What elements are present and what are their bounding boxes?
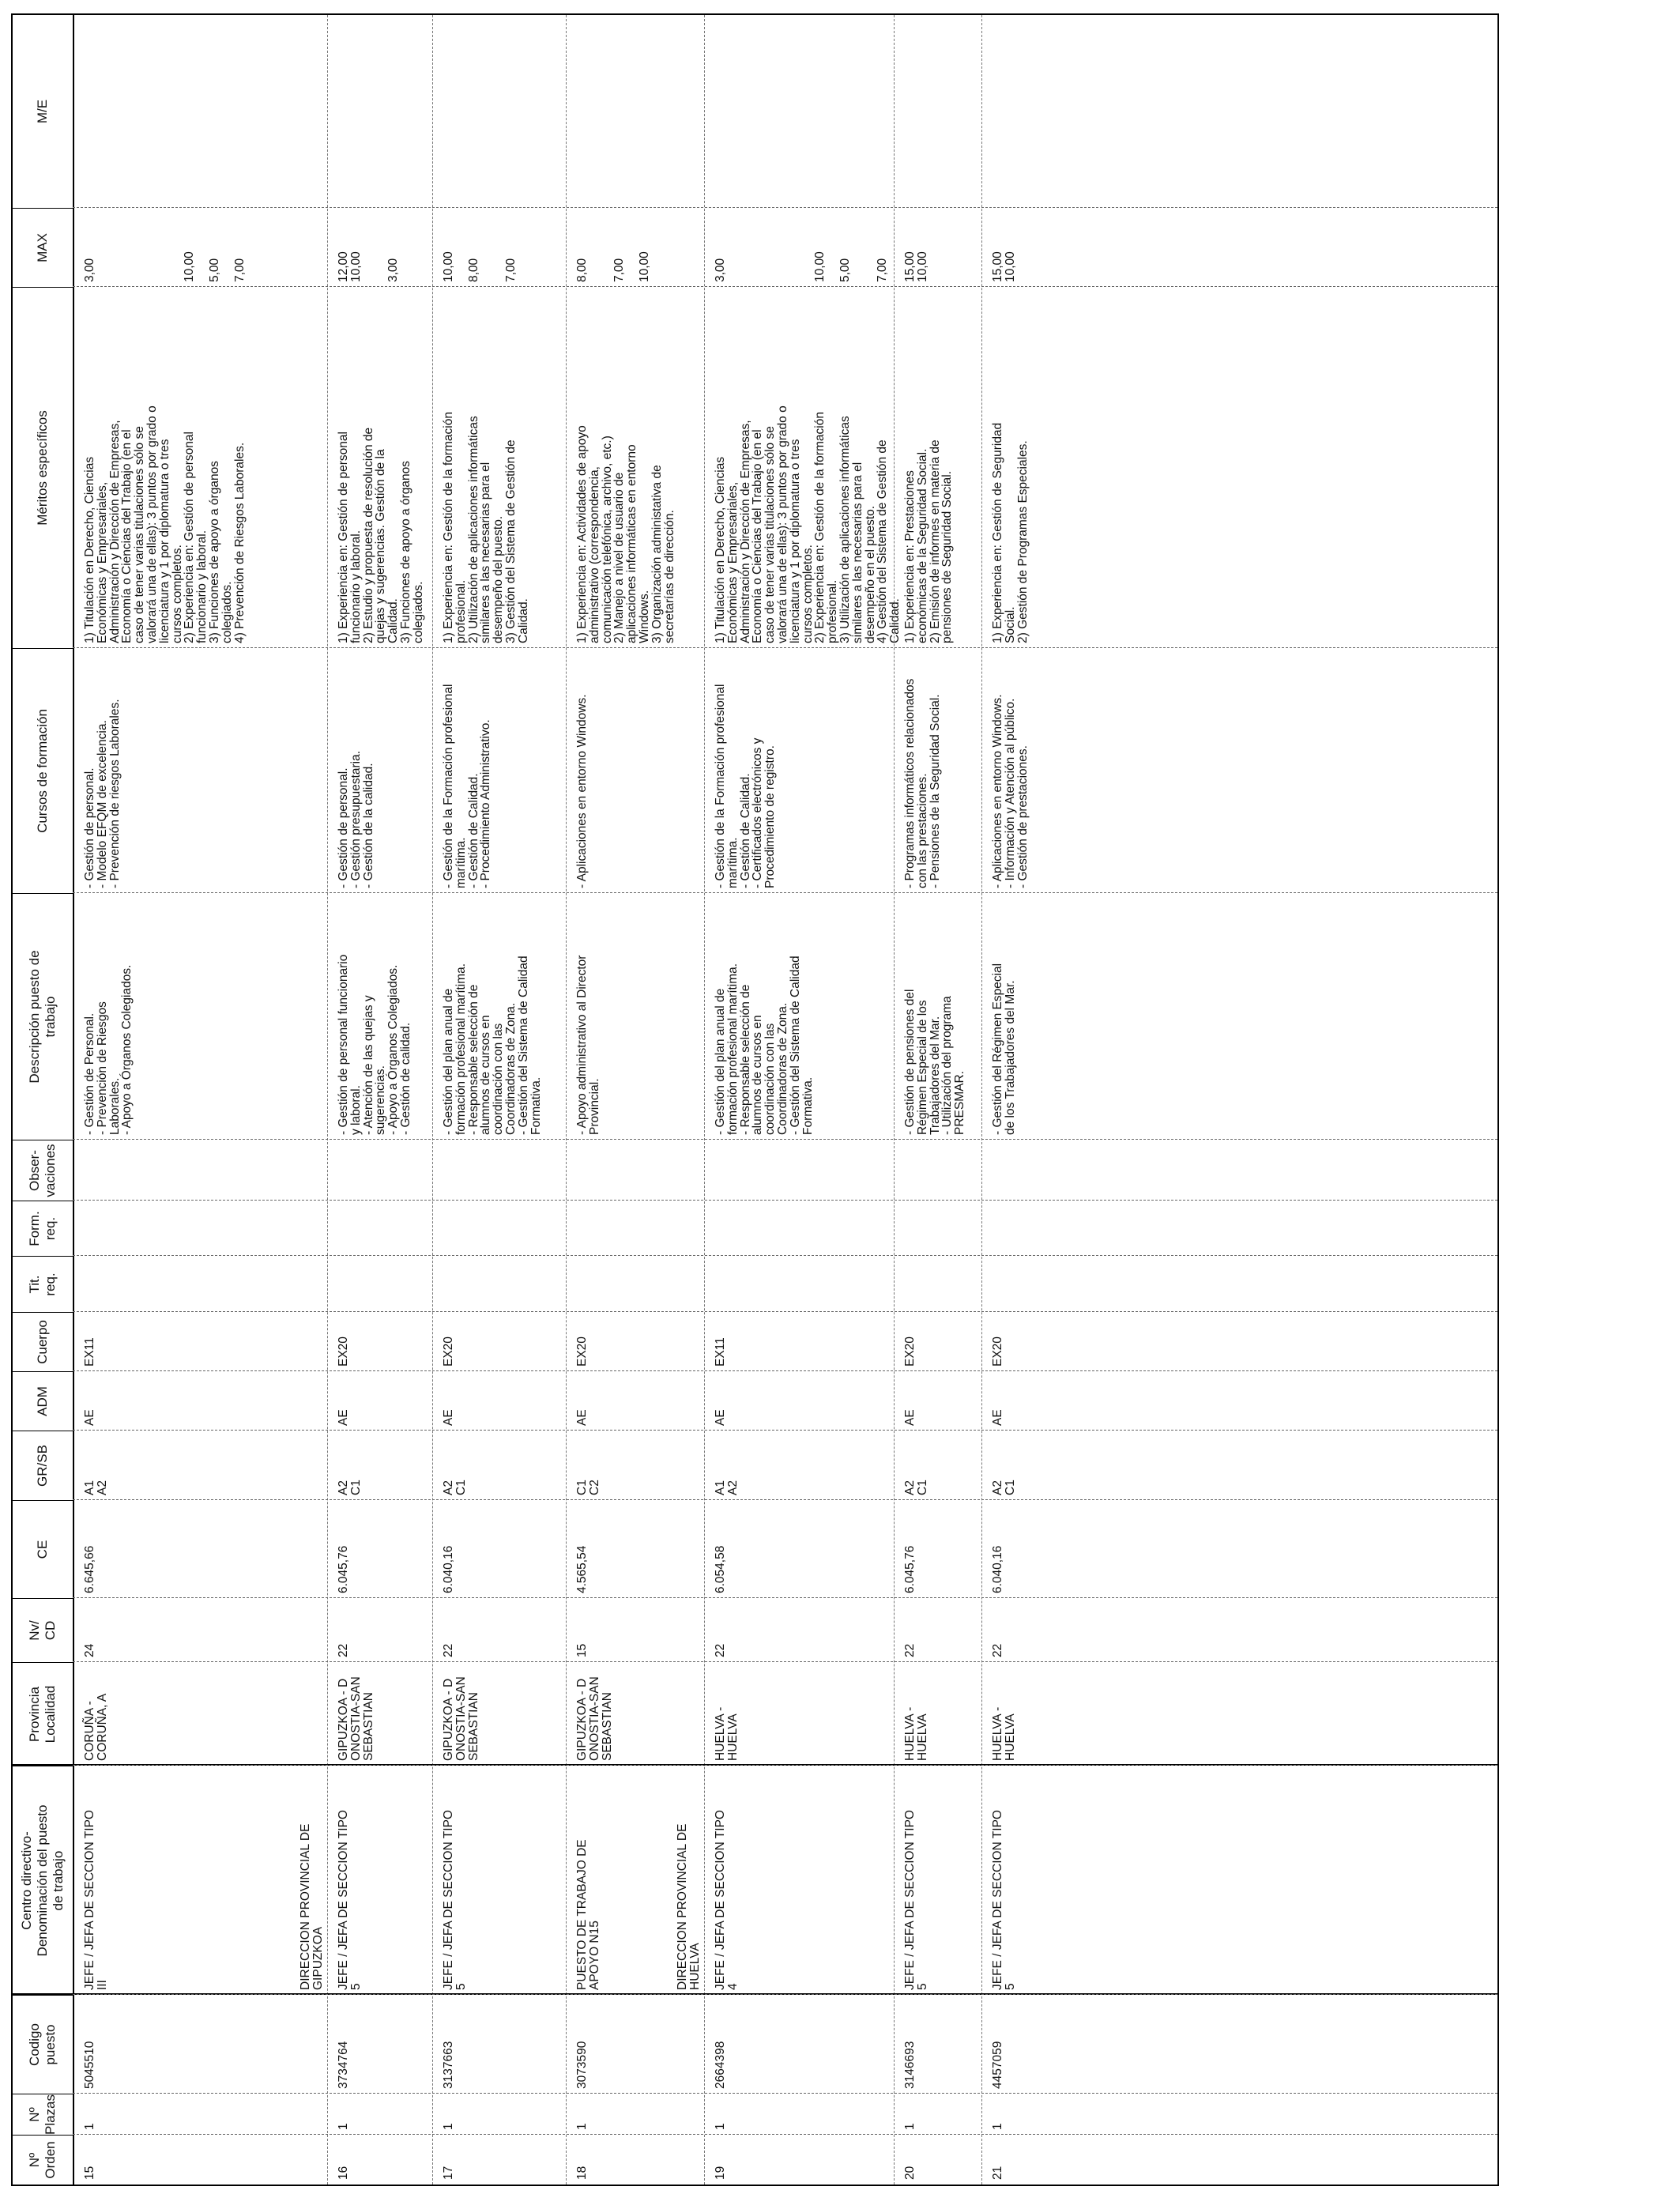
cell-meritos: 1) Experiencia en: Gestión de Seguridad Social. 2) Gestión de Programas Especiales. <box>991 422 1030 643</box>
cell-plazas: 1 <box>83 2123 96 2130</box>
max-value <box>727 211 740 282</box>
cell-meritos: 1) Experiencia en: Gestión de la formación profesional. 2) Utilización de aplicaciones informáticas similares a las necesarias para el desempeño del puesto. 3) Gestión del Sistema de Gestión de Calidad. <box>442 412 530 643</box>
col-header-cursos: Cursos de formación <box>13 648 73 893</box>
cell-max <box>576 211 651 282</box>
column-separator <box>73 286 1497 287</box>
cell-codigo: 5045510 <box>83 2041 96 2089</box>
table-row <box>981 15 1100 2185</box>
cell-grupo: C1 C2 <box>575 1480 601 1495</box>
cell-provincia: HUELVA - HUELVA <box>714 1706 740 1761</box>
cell-cursos: - Programas informáticos relacionados con las prestaciones. - Pensiones de la Seguridad Social. <box>903 678 942 888</box>
cell-cuerpo: EX11 <box>714 1337 727 1367</box>
max-value <box>740 211 752 282</box>
column-separator <box>73 207 1497 208</box>
column-separator <box>73 2093 1497 2094</box>
cell-adm: AE <box>337 1409 350 1426</box>
col-header-plazas: Nº Plazas <box>13 2094 73 2135</box>
cell-meritos: 1) Titulación en Derecho, Ciencias Económicas y Empresariales, Administración y Dirección de Empresas, Economía o Ciencias del Trabajo (en el caso de tener varias titulaciones sólo se valorará una de ellas): 3 puntos por grado o licenciatura y 1 por diplomatura o tres cursos completos. 2) Experiencia en: Gestión de la formación profesional. 3) Utilización de aplicaciones informáticas similares a las necesarias para el desempeño en el puesto. 4) Gestión del Sistema de Gestión de Calidad. <box>714 405 902 643</box>
cell-ce: 6.040,16 <box>442 1545 455 1593</box>
col-header-max: MAX <box>13 208 73 287</box>
cell-adm: AE <box>714 1409 727 1426</box>
col-header-grupo: GR/SB <box>13 1431 73 1500</box>
cell-ce: 6.645,66 <box>83 1545 96 1593</box>
max-value <box>827 211 839 282</box>
cell-plazas: 1 <box>575 2123 589 2130</box>
col-header-meritos: Méritos específicos <box>13 287 73 648</box>
table-row <box>676 15 902 2185</box>
cell-adm: AE <box>442 1409 455 1426</box>
col-header-tit: Tit. req. <box>13 1256 73 1312</box>
cell-provincia: CORUÑA - CORUÑA, A <box>83 1693 109 1761</box>
max-value <box>109 211 122 282</box>
cell-ce: 6.045,76 <box>337 1545 350 1593</box>
max-value: 12,00 <box>337 251 350 282</box>
cell-codigo: 3137663 <box>442 2041 455 2089</box>
cell-adm: AE <box>575 1409 589 1426</box>
cell-descripcion: - Gestión de personal funcionario y laboral. - Atención de las quejas y sugerencias. - Apoyo a Órganos Colegiados. - Gestión de calidad. <box>337 954 412 1135</box>
max-value: 8,00 <box>575 258 589 282</box>
max-value <box>134 211 146 282</box>
max-value <box>864 211 877 282</box>
max-value <box>601 211 614 282</box>
cell-cuerpo: EX20 <box>442 1336 455 1367</box>
cell-max <box>337 211 400 282</box>
column-separator <box>73 1370 1497 1371</box>
cell-cuerpo: EX20 <box>991 1336 1004 1367</box>
cell-grupo: A1 A2 <box>83 1480 109 1495</box>
col-header-centro: Centro directivo- Denominación del puesto de trabajo <box>13 1766 73 1995</box>
cell-descripcion: - Gestión del Régimen Especial de los Trabajadores del Mar. <box>991 963 1017 1135</box>
cell-plazas: 1 <box>337 2123 350 2130</box>
cell-ce: 4.565,54 <box>575 1545 589 1593</box>
max-value: 10,00 <box>813 251 827 282</box>
cell-plazas: 1 <box>714 2123 727 2130</box>
cell-codigo: 3734764 <box>337 2041 350 2089</box>
max-value <box>121 211 134 282</box>
cell-provincia: HUELVA - HUELVA <box>903 1706 929 1761</box>
cell-plazas: 1 <box>442 2123 455 2130</box>
puesto-denominacion: PUESTO DE TRABAJO DE APOYO N15 <box>575 1839 601 1990</box>
cell-codigo: 4457059 <box>991 2041 1004 2089</box>
cell-cuerpo: EX11 <box>83 1337 96 1367</box>
max-value <box>159 211 171 282</box>
col-header-codigo: Codigo puesto <box>13 1995 73 2094</box>
cell-grupo: A2 C1 <box>991 1480 1017 1495</box>
cell-ce: 6.054,58 <box>714 1545 727 1593</box>
cell-nivel: 22 <box>991 1643 1004 1657</box>
puesto-denominacion: JEFE / JEFA DE SECCION TIPO 5 <box>991 1810 1017 1990</box>
max-value <box>492 211 505 282</box>
table-row <box>432 15 566 2185</box>
column-separator <box>73 647 1497 648</box>
max-value <box>146 211 159 282</box>
col-header-cuerpo: Cuerpo <box>13 1312 73 1371</box>
cell-centro <box>992 1769 1017 1990</box>
max-value: 10,00 <box>1003 251 1017 282</box>
puesto-denominacion: JEFE / JEFA DE SECCION TIPO 5 <box>442 1810 468 1990</box>
cell-max <box>904 211 929 282</box>
cell-max <box>443 211 518 282</box>
cell-provincia: HUELVA - HUELVA <box>991 1706 1017 1761</box>
cell-meritos: 1) Experiencia en: Actividades de apoyo administrativo (correspondencia, comunicación telefónica, archivo, etc.) 2) Manejo a nivel de usuario de aplicaciones informáticas en entorno Windows. 3) Organización administativa de secretarías de dirección. <box>575 425 676 643</box>
cell-grupo: A2 C1 <box>442 1480 468 1495</box>
cell-adm: AE <box>83 1409 96 1426</box>
cell-cursos: - Aplicaciones en entorno Windows. - Información y Atención al público. - Gestión de prestaciones. <box>991 694 1030 888</box>
max-value: 5,00 <box>207 258 221 282</box>
cell-cuerpo: EX20 <box>903 1336 917 1367</box>
cell-cuerpo: EX20 <box>337 1336 350 1367</box>
direccion-provincial-heading: DIRECCION PROVINCIAL DE HUELVA <box>676 1823 703 1990</box>
column-separator <box>73 1661 1497 1662</box>
cell-meritos: 1) Titulación en Derecho, Ciencias Económicas y Empresariales, Administración y Dirección de Empresas, Economía o Ciencias del Trabajo (en el caso de tener varias titulaciones sólo se valorará una de ellas): 3 puntos por grado o licenciatura y 1 por diplomatura o tres cursos completos. 2) Experiencia en: Gestión de personal funcionario y laboral. 3) Funciones de apoyo a órganos colegiados. 4) Prevención de Riesgos Laborales. <box>83 405 247 643</box>
column-separator <box>73 1139 1497 1140</box>
max-value <box>589 211 601 282</box>
puesto-denominacion: JEFE / JEFA DE SECCION TIPO 5 <box>337 1810 363 1990</box>
column-separator <box>73 1311 1497 1312</box>
max-value <box>455 211 468 282</box>
column-separator <box>73 1200 1497 1201</box>
cell-centro <box>676 1769 740 1990</box>
col-header-nivel: Nv/ CD <box>13 1598 73 1662</box>
col-header-provincia: Provincia Localidad <box>13 1662 73 1766</box>
cell-ce: 6.040,16 <box>991 1545 1004 1593</box>
max-value <box>626 211 638 282</box>
cell-cursos: - Aplicaciones en entorno Windows. <box>575 694 589 888</box>
cell-orden: 19 <box>714 2166 727 2180</box>
cell-codigo: 2664398 <box>714 2041 727 2089</box>
max-value <box>171 211 184 282</box>
cell-orden: 15 <box>83 2166 96 2180</box>
cell-cursos: - Gestión de personal. - Gestión presupuestaria. - Gestión de la calidad. <box>337 750 375 888</box>
max-value: 3,00 <box>714 258 727 282</box>
max-value <box>751 211 764 282</box>
column-separator <box>73 2134 1497 2135</box>
col-header-observ: Obser- vaciones <box>13 1140 73 1201</box>
puesto-denominacion: JEFE / JEFA DE SECCION TIPO III <box>83 1810 109 1990</box>
max-value: 3,00 <box>83 258 96 282</box>
cell-ce: 6.045,76 <box>903 1545 917 1593</box>
cell-meritos: 1) Experiencia en: Gestión de personal funcionario y laboral. 2) Estudio y propuesta de resolución de quejas y sugerencias. Gestión de la Calidad. 3) Funciones de apoyo a órganos colegiados. <box>337 427 425 643</box>
cell-nivel: 24 <box>83 1643 96 1657</box>
max-value: 7,00 <box>612 258 627 282</box>
column-separator <box>73 892 1497 893</box>
cell-centro <box>443 1769 468 1990</box>
column-separator <box>73 1994 1497 1995</box>
cell-grupo: A2 C1 <box>903 1480 929 1495</box>
cell-codigo: 3146693 <box>903 2041 917 2089</box>
cell-nivel: 22 <box>714 1643 727 1657</box>
puesto-denominacion: JEFE / JEFA DE SECCION TIPO 4 <box>714 1810 740 1990</box>
max-value: 10,00 <box>348 251 363 282</box>
column-separator <box>73 1430 1497 1431</box>
cell-cursos: - Gestión de la Formación profesional marítima. - Gestión de Calidad. - Procedimiento Administrativo. <box>442 684 493 888</box>
max-value <box>777 211 789 282</box>
max-value: 7,00 <box>503 258 518 282</box>
cell-nivel: 22 <box>903 1643 917 1657</box>
cell-cursos: - Gestión de personal. - Modelo EFQM de excelencia. - Prevención de riesgos Laborales. <box>83 699 122 888</box>
cell-adm: AE <box>903 1409 917 1426</box>
max-value <box>375 211 387 282</box>
cell-descripcion: - Gestión de pensiones del Régimen Especial de los Trabajadores del Mar. - Utilización del programa PRESMAR. <box>903 989 967 1135</box>
max-value <box>764 211 777 282</box>
max-value: 15,00 <box>991 251 1004 282</box>
cell-provincia: GIPUZKOA - D ONOSTIA-SAN SEBASTIAN <box>337 1676 375 1761</box>
cell-cursos: - Gestión de la Formación profesional marítima. - Gestión de Calidad. - Certificados electrónicos y Procedimiento de registro. <box>714 684 778 888</box>
cell-nivel: 15 <box>575 1643 589 1657</box>
cell-plazas: 1 <box>991 2123 1004 2130</box>
max-value: 3,00 <box>386 258 401 282</box>
max-value <box>480 211 492 282</box>
cell-max <box>992 211 1017 282</box>
table-row <box>299 15 432 2185</box>
col-header-ce: CE <box>13 1500 73 1598</box>
max-value: 10,00 <box>183 251 197 282</box>
max-value: 7,00 <box>876 258 890 282</box>
cell-descripcion: - Gestión del plan anual de formación profesional marítima. - Responsable selección de alumnos de cursos en coordinación con las Coordinadoras de Zona. - Gestión del Sistema de Calidad Formativa. <box>442 956 543 1135</box>
puesto-denominacion: JEFE / JEFA DE SECCION TIPO 5 <box>903 1810 929 1990</box>
col-header-me: M/E <box>35 99 50 124</box>
cell-cuerpo: EX20 <box>575 1336 589 1367</box>
cell-codigo: 3073590 <box>575 2041 589 2089</box>
col-header-form: Form. req. <box>13 1201 73 1256</box>
max-value <box>96 211 109 282</box>
max-value <box>789 211 802 282</box>
cell-centro <box>84 1769 109 1990</box>
cell-max <box>714 211 889 282</box>
cell-descripcion: - Gestión de Personal. - Prevención de Riesgos Laborales. - Apoyo a Órganos Colegiados. <box>83 964 134 1135</box>
table <box>11 13 1499 2186</box>
col-header-descripcion: Descripción puesto de trabajo <box>13 893 73 1140</box>
cell-provincia: GIPUZKOA - D ONOSTIA-SAN SEBASTIAN <box>442 1676 480 1761</box>
cell-max <box>84 211 246 282</box>
max-value <box>196 211 209 282</box>
max-value: 15,00 <box>903 251 917 282</box>
cell-centro <box>576 1769 601 1990</box>
col-header-adm: ADM <box>13 1371 73 1431</box>
cell-plazas: 1 <box>903 2123 917 2130</box>
col-header-orden: Nº Orden <box>13 2135 73 2185</box>
max-value: 8,00 <box>466 258 480 282</box>
cell-adm: AE <box>991 1409 1004 1426</box>
column-separator <box>73 1597 1497 1598</box>
column-separator <box>73 1765 1497 1766</box>
max-value: 7,00 <box>232 258 247 282</box>
cell-nivel: 22 <box>337 1643 350 1657</box>
column-separator <box>73 1499 1497 1500</box>
cell-orden: 21 <box>991 2166 1004 2180</box>
max-value: 10,00 <box>442 251 455 282</box>
direccion-provincial-heading: DIRECCION PROVINCIAL DE GIPUZKOA <box>299 1823 326 1990</box>
max-value <box>802 211 815 282</box>
cell-grupo: A2 C1 <box>337 1480 363 1495</box>
max-value <box>852 211 864 282</box>
cell-provincia: GIPUZKOA - D ONOSTIA-SAN SEBASTIAN <box>575 1676 614 1761</box>
cell-orden: 16 <box>337 2166 350 2180</box>
cell-grupo: A1 A2 <box>714 1480 740 1495</box>
max-value: 10,00 <box>637 251 651 282</box>
max-value: 10,00 <box>915 251 929 282</box>
max-value <box>363 211 375 282</box>
table-row <box>74 15 327 2185</box>
max-value: 5,00 <box>838 258 852 282</box>
cell-orden: 18 <box>575 2166 589 2180</box>
cell-centro <box>299 1769 363 1990</box>
table-row <box>894 15 981 2185</box>
max-value <box>221 211 234 282</box>
cell-orden: 20 <box>903 2166 917 2180</box>
cell-orden: 17 <box>442 2166 455 2180</box>
cell-meritos: 1) Experiencia en: Prestaciones económicas de la Seguridad Social. 2) Emisión de informes en materia de pensiones de Seguridad Social. <box>903 439 955 643</box>
cell-descripcion: - Apoyo administrativo al Director Provincial. <box>575 955 601 1135</box>
column-separator <box>73 1255 1497 1256</box>
cell-centro <box>904 1769 929 1990</box>
cell-nivel: 22 <box>442 1643 455 1657</box>
cell-descripcion: - Gestión del plan anual de formación profesional marítima. - Responsable selección de alumnos de cursos en coordinación con las Coordinadoras de Zona. - Gestión del Sistema de Calidad Formativa. <box>714 956 815 1135</box>
